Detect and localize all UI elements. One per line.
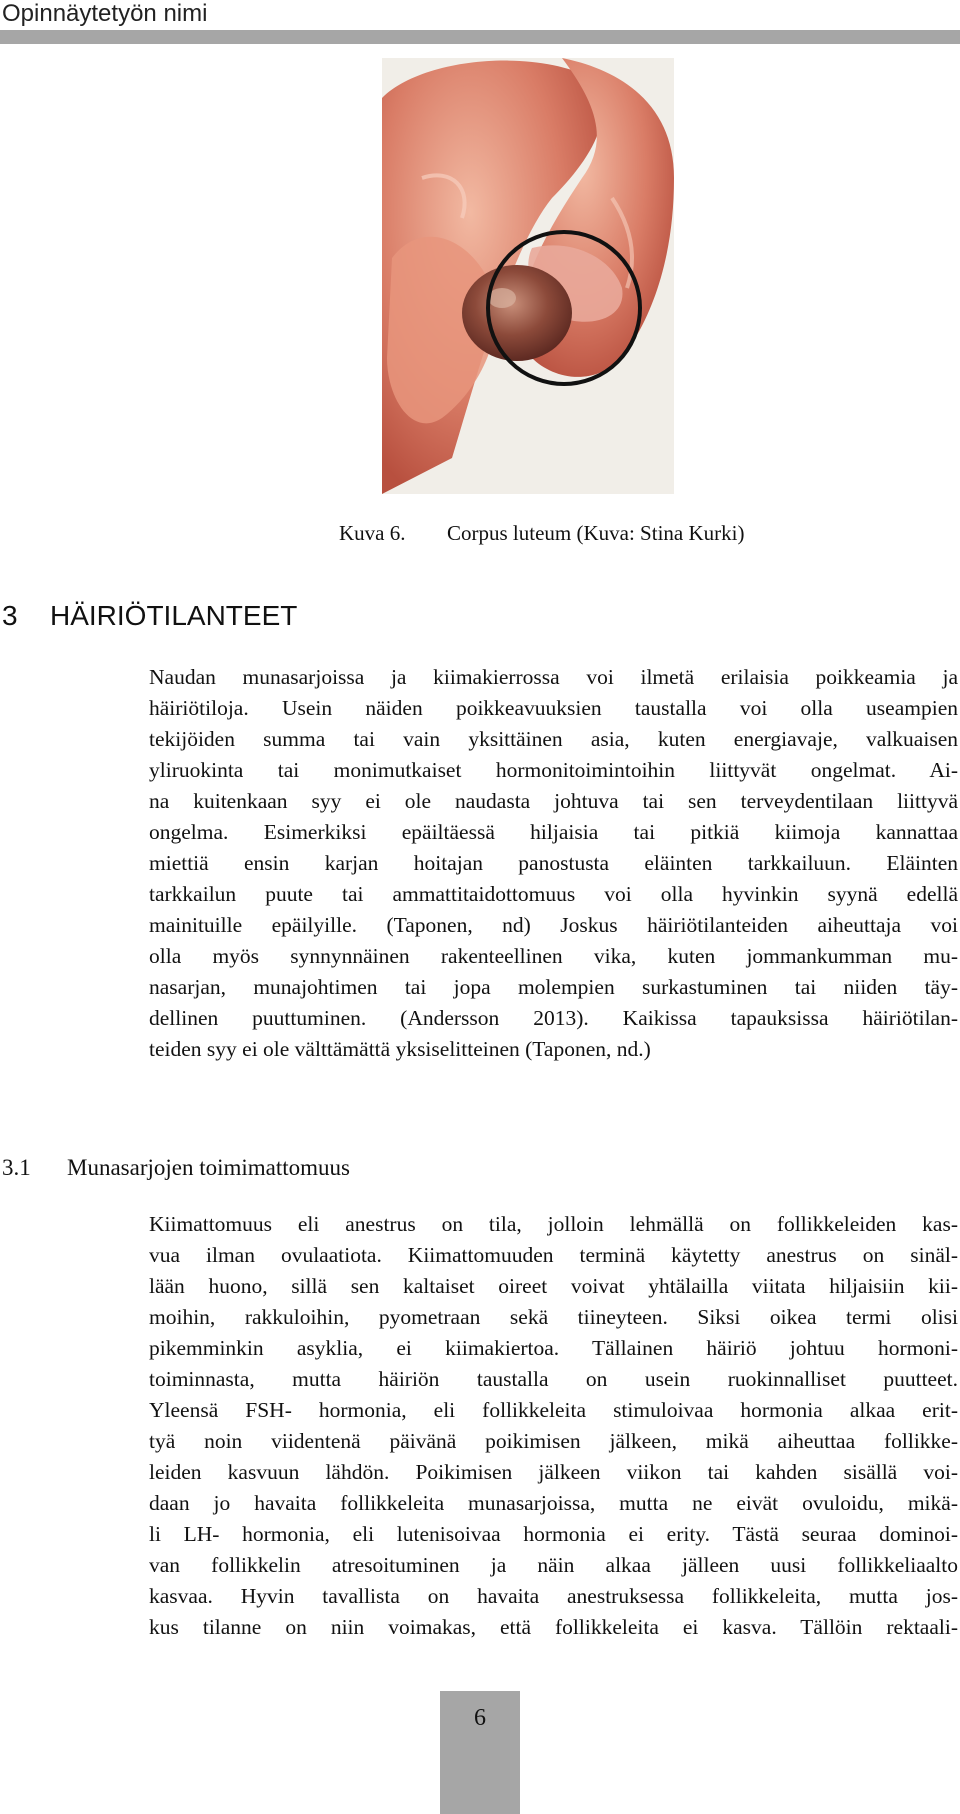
text-line: daan jo havaita follikkeleita munasarjoissa, mutta ne eivät ovuloidu, mikä- xyxy=(149,1491,958,1515)
text-line: lään huono, sillä sen kaltaiset oireet voivat yhtälailla viitata hiljaisiin kii- xyxy=(149,1274,958,1298)
corpus-luteum-photo xyxy=(382,58,674,494)
text-line: miettiä ensin karjan hoitajan panostusta eläinten tarkkailuun. Eläinten xyxy=(149,851,958,875)
text-line: Kiimattomuus eli anestrus on tila, jolloin lehmällä on follikkeleiden kas- xyxy=(149,1212,958,1236)
text-line: pikemminkin asyklia, ei kiimakiertoa. Tällainen häiriö johtuu hormoni- xyxy=(149,1336,958,1360)
subsection-paragraph xyxy=(149,1209,958,1643)
text-line: tekijöiden summa tai vain yksittäinen asia, kuten energiavaje, valkuaisen xyxy=(149,727,958,751)
text-line: olla myös synnynnäinen rakenteellinen vika, kuten jommankumman mu- xyxy=(149,944,958,968)
text-line: moihin, rakkuloihin, pyometraan sekä tiineyteen. Siksi oikea termi olisi xyxy=(149,1305,958,1329)
section-title: HÄIRIÖTILANTEET xyxy=(50,600,298,631)
subsection-number: 3.1 xyxy=(2,1155,31,1180)
figure-caption-text: Corpus luteum (Kuva: Stina Kurki) xyxy=(447,521,745,545)
section-heading xyxy=(2,600,297,632)
section-paragraph xyxy=(149,662,958,1065)
text-line: toiminnasta, mutta häiriön taustalla on usein ruokinnalliset puutteet. xyxy=(149,1367,958,1391)
text-line: mainituille epäilyille. (Taponen, nd) Joskus häiriötilanteiden aiheuttaja voi xyxy=(149,913,958,937)
text-line: Yleensä FSH- hormonia, eli follikkeleita stimuloivaa hormonia alkaa erit- xyxy=(149,1398,958,1422)
text-line: nasarjan, munajohtimen tai jopa molempien surkastuminen tai niiden täy- xyxy=(149,975,958,999)
text-line: dellinen puuttuminen. (Andersson 2013). Kaikissa tapauksissa häiriötilan- xyxy=(149,1006,958,1030)
running-title: Opinnäytetyön nimi xyxy=(2,0,208,27)
text-line: li LH- hormonia, eli lutenisoivaa hormonia ei erity. Tästä seuraa dominoi- xyxy=(149,1522,958,1546)
text-line: teiden syy ei ole välttämättä yksiselitteinen (Taponen, nd.) xyxy=(149,1037,651,1061)
subsection-title: Munasarjojen toimimattomuus xyxy=(67,1155,350,1180)
text-line: van follikkelin atresoituminen ja näin alkaa jälleen uusi follikkeliaalto xyxy=(149,1553,958,1577)
figure-caption xyxy=(339,521,744,546)
text-line: kasvaa. Hyvin tavallista on havaita anestruksessa follikkeleita, mutta jos- xyxy=(149,1584,958,1608)
text-line: kus tilanne on niin voimakas, että follikkeleita ei kasva. Tällöin rektaali- xyxy=(149,1615,958,1639)
section-number: 3 xyxy=(2,600,18,631)
text-line: ongelma. Esimerkiksi epäiltäessä hiljaisia tai pitkiä kiimoja kannattaa xyxy=(149,820,958,844)
text-line: Naudan munasarjoissa ja kiimakierrossa voi ilmetä erilaisia poikkeamia ja xyxy=(149,665,958,689)
text-line: leiden kasvuun lähdön. Poikimisen jälkeen viikon tai kahden sisällä voi- xyxy=(149,1460,958,1484)
text-line: tarkkailun puute tai ammattitaidottomuus voi olla hyvinkin syynä edellä xyxy=(149,882,958,906)
header-rule xyxy=(0,30,960,44)
text-line: häiriötiloja. Usein näiden poikkeavuuksien taustalla voi olla useampien xyxy=(149,696,958,720)
text-line: tyä noin viidentenä päivänä poikimisen jälkeen, mikä aiheuttaa follikke- xyxy=(149,1429,958,1453)
corpus-luteum-image xyxy=(382,58,674,494)
subsection-heading xyxy=(2,1155,350,1181)
text-line: vua ilman ovulaatiota. Kiimattomuuden terminä käytetty anestrus on sinäl- xyxy=(149,1243,958,1267)
text-line: na kuitenkaan syy ei ole naudasta johtuva tai sen terveydentilaan liittyvä xyxy=(149,789,958,813)
text-line: yliruokinta tai monimutkaiset hormonitoimintoihin liittyvät ongelmat. Ai- xyxy=(149,758,958,782)
page-number: 6 xyxy=(440,1691,520,1814)
figure-label: Kuva 6. xyxy=(339,521,406,545)
